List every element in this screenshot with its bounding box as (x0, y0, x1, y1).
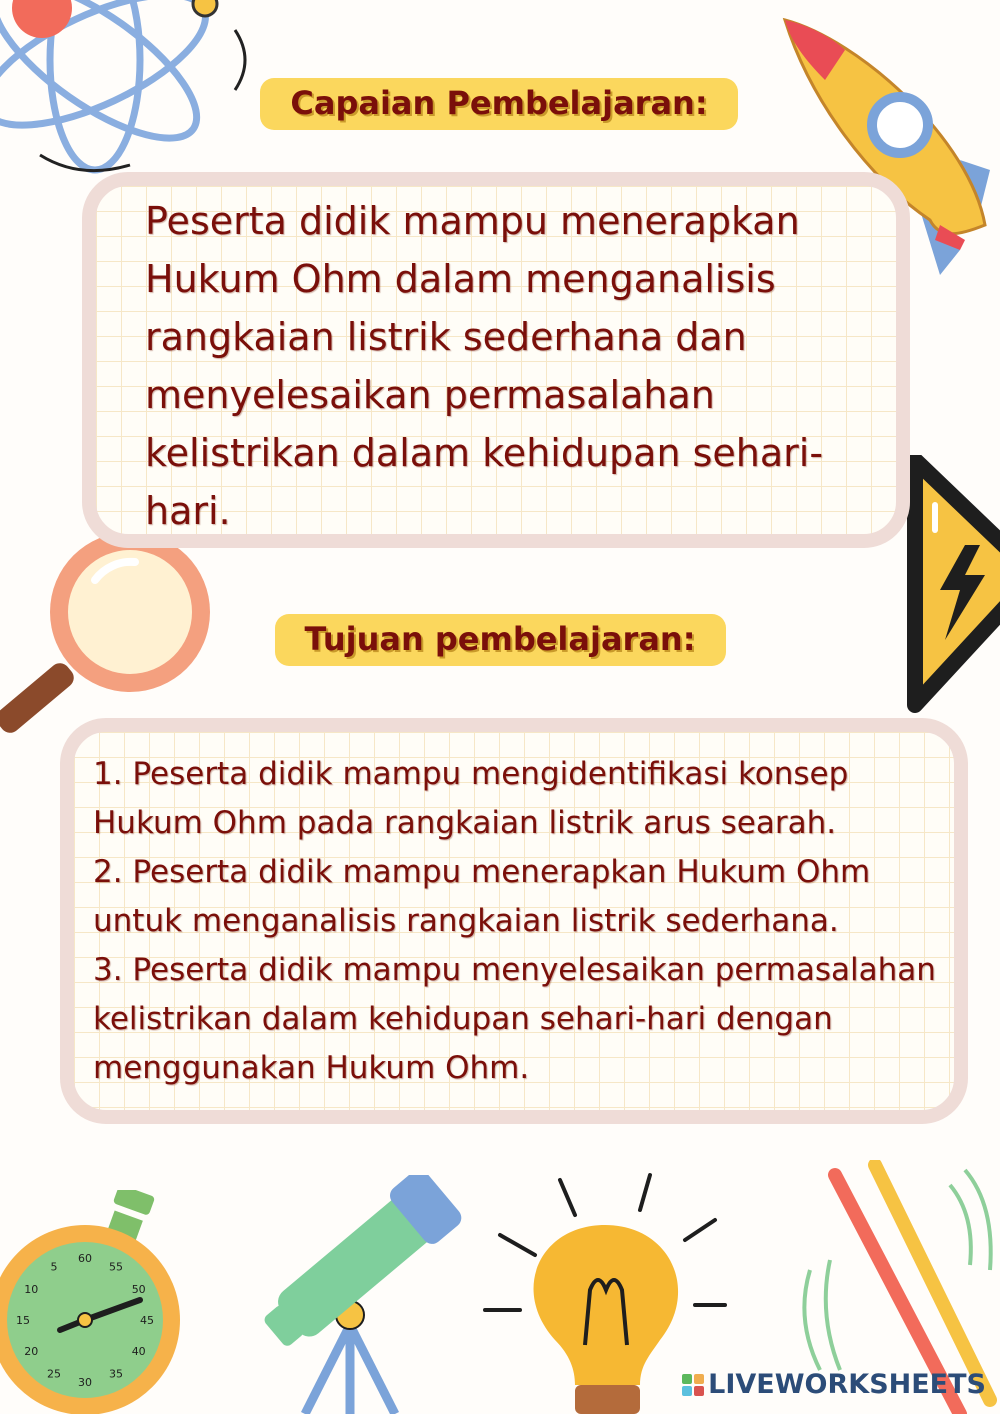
stopwatch-label: 25 (47, 1367, 61, 1381)
stopwatch-label: 30 (78, 1376, 92, 1389)
stopwatch-label: 5 (50, 1260, 58, 1274)
stopwatch-label: 55 (109, 1260, 123, 1274)
tujuan-list (93, 750, 953, 1093)
capaian-title: Capaian Pembelajaran: (260, 78, 737, 130)
stopwatch-label: 60 (78, 1252, 92, 1265)
telescope-icon (245, 1175, 475, 1414)
tujuan-title: Tujuan pembelajaran: (275, 614, 726, 666)
liveworksheets-logo (682, 1369, 986, 1400)
stopwatch-label: 40 (131, 1345, 146, 1358)
capaian-text: Peserta didik mampu menerapkan Hukum Ohm dalam menganalisis rangkaian listrik sederhana dan menyelesaikan permasalahan kelistrikan dalam kehidupan sehari-hari. (145, 199, 824, 533)
stopwatch-label: 20 (24, 1345, 39, 1358)
logo-text: LIVEWORKSHEETS (708, 1369, 986, 1400)
tujuan-item-1: 1. Peserta didik mampu mengidentifikasi konsep Hukum Ohm pada rangkaian listrik arus searah. (93, 756, 849, 841)
stopwatch-icon (0, 1190, 190, 1414)
stopwatch-label: 10 (24, 1283, 39, 1296)
tujuan-item-2: 2. Peserta didik mampu menerapkan Hukum Ohm untuk menganalisis rangkaian listrik sederhana. (93, 854, 871, 939)
warning-high-voltage-icon (895, 455, 1000, 715)
stopwatch-label: 35 (109, 1367, 123, 1381)
capaian-heading-wrap (0, 78, 1000, 130)
stopwatch-label: 15 (16, 1314, 30, 1327)
stopwatch-label: 50 (131, 1283, 146, 1296)
stopwatch-label: 45 (140, 1314, 154, 1327)
tujuan-heading-wrap (0, 614, 1000, 666)
tujuan-item-3: 3. Peserta didik mampu menyelesaikan permasalahan kelistrikan dalam kehidupan sehari-hari dengan menggunakan Hukum Ohm. (93, 952, 936, 1086)
liveworksheets-logo-icon (682, 1374, 704, 1396)
